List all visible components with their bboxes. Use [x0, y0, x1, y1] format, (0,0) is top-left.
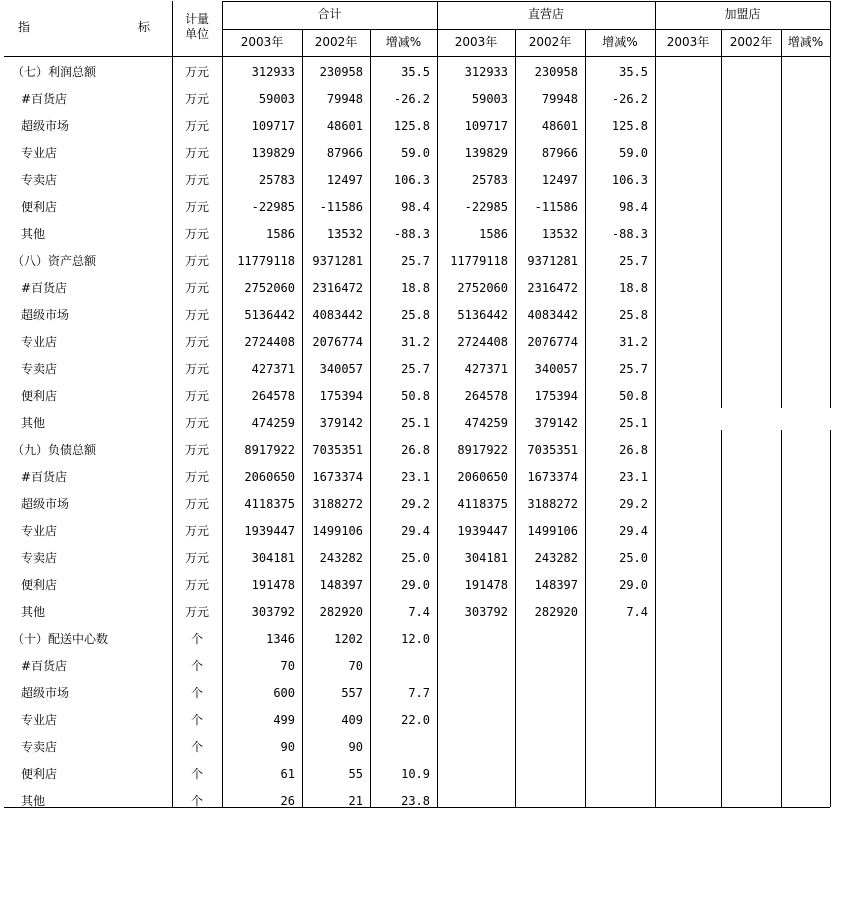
- total-value-cell: 55: [348, 767, 363, 781]
- row-unit: 个: [190, 713, 203, 727]
- row-unit: 万元: [184, 173, 209, 187]
- row-unit: 万元: [184, 281, 209, 295]
- total-value-cell: 70: [348, 659, 363, 673]
- row-unit: 万元: [184, 497, 209, 511]
- total-value-cell: 26: [280, 794, 295, 808]
- total-value-cell: 29.4: [401, 524, 430, 538]
- total-value-cell: 25.7: [401, 254, 430, 268]
- direct-value-cell: 25.7: [619, 362, 648, 376]
- row-label: 专业店: [21, 146, 58, 160]
- row-unit: 万元: [184, 119, 209, 133]
- group-header-direct: 直营店: [527, 7, 564, 21]
- total-value-cell: 26.8: [401, 443, 430, 457]
- direct-value-cell: 3188272: [527, 497, 578, 511]
- total-value-cell: 10.9: [401, 767, 430, 781]
- direct-value-cell: 304181: [464, 551, 508, 565]
- col-divider-franchise-pct-upper: [781, 29, 782, 408]
- total-value-cell: 21: [348, 794, 363, 808]
- direct-value-cell: 31.2: [619, 335, 648, 349]
- row-label: 超级市场: [21, 308, 70, 322]
- direct-value-cell: 125.8: [611, 119, 648, 133]
- row-label: （十）配送中心数: [12, 632, 109, 646]
- total-value-cell: 31.2: [401, 335, 430, 349]
- direct-value-cell: 2752060: [457, 281, 508, 295]
- total-value-cell: 427371: [251, 362, 295, 376]
- direct-value-cell: 2316472: [527, 281, 578, 295]
- total-value-cell: 175394: [319, 389, 363, 403]
- row-label: #百货店: [21, 470, 68, 484]
- total-value-cell: 379142: [319, 416, 363, 430]
- row-label: 其他: [21, 227, 46, 241]
- direct-value-cell: 5136442: [457, 308, 508, 322]
- total-value-cell: 1939447: [244, 524, 295, 538]
- direct-value-cell: 7.4: [626, 605, 648, 619]
- row-label: 其他: [21, 416, 46, 430]
- row-unit: 个: [190, 659, 203, 673]
- total-value-cell: 70: [280, 659, 295, 673]
- direct-value-cell: 2060650: [457, 470, 508, 484]
- direct-value-cell: 8917922: [457, 443, 508, 457]
- direct-value-cell: 79948: [541, 92, 578, 106]
- total-value-cell: 3188272: [312, 497, 363, 511]
- direct-value-cell: 18.8: [619, 281, 648, 295]
- row-label: 专业店: [21, 713, 58, 727]
- direct-value-cell: 25.0: [619, 551, 648, 565]
- direct-value-cell: 4118375: [457, 497, 508, 511]
- direct-value-cell: [515, 707, 578, 734]
- direct-value-cell: 2724408: [457, 335, 508, 349]
- row-unit: 万元: [184, 308, 209, 322]
- col-divider-franchise: [655, 1, 656, 807]
- direct-value-cell: [585, 653, 648, 680]
- direct-value-cell: 9371281: [527, 254, 578, 268]
- group-header-franchise: 加盟店: [724, 7, 761, 21]
- total-value-cell: 50.8: [401, 389, 430, 403]
- subheader-franchise-2: 增减%: [787, 35, 824, 49]
- total-value-cell: [370, 653, 430, 680]
- row-unit: 万元: [184, 416, 209, 430]
- total-value-cell: 59.0: [401, 146, 430, 160]
- direct-value-cell: [515, 626, 578, 653]
- total-value-cell: 18.8: [401, 281, 430, 295]
- row-unit: 个: [190, 794, 203, 808]
- total-value-cell: 109717: [251, 119, 295, 133]
- direct-value-cell: 191478: [464, 578, 508, 592]
- row-unit: 万元: [184, 92, 209, 106]
- direct-value-cell: 29.4: [619, 524, 648, 538]
- subheader-franchise-1: 2002年: [729, 35, 773, 49]
- direct-value-cell: 340057: [534, 362, 578, 376]
- total-value-cell: 2724408: [244, 335, 295, 349]
- direct-value-cell: 1673374: [527, 470, 578, 484]
- row-label: 便利店: [21, 767, 58, 781]
- group-header-total: 合计: [317, 7, 342, 21]
- total-value-cell: 8917922: [244, 443, 295, 457]
- direct-value-cell: -22985: [464, 200, 508, 214]
- total-value-cell: 23.1: [401, 470, 430, 484]
- row-label: （九）负债总额: [12, 443, 97, 457]
- direct-value-cell: [585, 680, 648, 707]
- row-label: 专卖店: [21, 173, 58, 187]
- direct-value-cell: [437, 680, 508, 707]
- total-value-cell: 7.4: [408, 605, 430, 619]
- total-value-cell: [370, 734, 430, 761]
- total-value-cell: 304181: [251, 551, 295, 565]
- row-label: 专卖店: [21, 740, 58, 754]
- direct-value-cell: 25.7: [619, 254, 648, 268]
- row-label: #百货店: [21, 92, 68, 106]
- row-unit: 万元: [184, 470, 209, 484]
- subheader-total-2: 增减%: [385, 35, 422, 49]
- subheader-direct-0: 2003年: [454, 35, 498, 49]
- total-value-cell: 90: [348, 740, 363, 754]
- total-value-cell: 29.2: [401, 497, 430, 511]
- total-value-cell: 340057: [319, 362, 363, 376]
- subheader-total-1: 2002年: [314, 35, 358, 49]
- direct-value-cell: [515, 761, 578, 788]
- unit-header-line2: 单位: [184, 27, 209, 41]
- direct-value-cell: [437, 734, 508, 761]
- total-value-cell: 90: [280, 740, 295, 754]
- direct-value-cell: [437, 788, 508, 815]
- row-unit: 万元: [184, 389, 209, 403]
- row-label: 其他: [21, 794, 46, 808]
- direct-value-cell: [585, 707, 648, 734]
- direct-value-cell: 427371: [464, 362, 508, 376]
- row-unit: 万元: [184, 254, 209, 268]
- header-bottom-rule: [4, 56, 830, 57]
- total-value-cell: -11586: [319, 200, 363, 214]
- total-value-cell: 25783: [258, 173, 295, 187]
- total-value-cell: 1499106: [312, 524, 363, 538]
- total-value-cell: 139829: [251, 146, 295, 160]
- row-label: #百货店: [21, 281, 68, 295]
- direct-value-cell: [437, 653, 508, 680]
- direct-value-cell: 26.8: [619, 443, 648, 457]
- total-value-cell: 4118375: [244, 497, 295, 511]
- direct-value-cell: 13532: [541, 227, 578, 241]
- direct-value-cell: 29.2: [619, 497, 648, 511]
- total-value-cell: 1673374: [312, 470, 363, 484]
- total-value-cell: 1346: [266, 632, 295, 646]
- direct-value-cell: -26.2: [611, 92, 648, 106]
- direct-value-cell: 25.1: [619, 416, 648, 430]
- row-unit: 万元: [184, 227, 209, 241]
- direct-value-cell: 1939447: [457, 524, 508, 538]
- direct-value-cell: 474259: [464, 416, 508, 430]
- total-value-cell: 303792: [251, 605, 295, 619]
- row-unit: 万元: [184, 335, 209, 349]
- direct-value-cell: 109717: [464, 119, 508, 133]
- direct-value-cell: 303792: [464, 605, 508, 619]
- direct-value-cell: 98.4: [619, 200, 648, 214]
- total-value-cell: 22.0: [401, 713, 430, 727]
- direct-value-cell: 25783: [471, 173, 508, 187]
- row-unit: 万元: [184, 443, 209, 457]
- total-value-cell: 557: [341, 686, 363, 700]
- direct-value-cell: [437, 761, 508, 788]
- total-value-cell: 2752060: [244, 281, 295, 295]
- unit-header-line1: 计量: [184, 12, 209, 26]
- total-value-cell: 9371281: [312, 254, 363, 268]
- direct-value-cell: 282920: [534, 605, 578, 619]
- total-value-cell: 499: [273, 713, 295, 727]
- row-unit: 万元: [184, 551, 209, 565]
- total-value-cell: 282920: [319, 605, 363, 619]
- row-label: （七）利润总额: [12, 65, 97, 79]
- direct-value-cell: 264578: [464, 389, 508, 403]
- direct-value-cell: [515, 680, 578, 707]
- row-label: 专卖店: [21, 551, 58, 565]
- total-value-cell: 2060650: [244, 470, 295, 484]
- col-divider-franchise-2002-lower: [721, 430, 722, 807]
- subheader-direct-1: 2002年: [528, 35, 572, 49]
- row-label: 其他: [21, 605, 46, 619]
- direct-value-cell: 12497: [541, 173, 578, 187]
- direct-value-cell: 23.1: [619, 470, 648, 484]
- total-value-cell: 1586: [266, 227, 295, 241]
- row-unit: 个: [190, 686, 203, 700]
- group-header-rule: [222, 29, 830, 30]
- direct-value-cell: 50.8: [619, 389, 648, 403]
- row-unit: 个: [190, 632, 203, 646]
- total-value-cell: 13532: [326, 227, 363, 241]
- total-value-cell: 11779118: [237, 254, 295, 268]
- total-value-cell: 7.7: [408, 686, 430, 700]
- row-unit: 万元: [184, 578, 209, 592]
- direct-value-cell: [585, 761, 648, 788]
- row-label: 专卖店: [21, 362, 58, 376]
- total-value-cell: 25.1: [401, 416, 430, 430]
- row-unit: 万元: [184, 524, 209, 538]
- direct-value-cell: 312933: [464, 65, 508, 79]
- row-unit: 万元: [184, 362, 209, 376]
- direct-value-cell: -11586: [534, 200, 578, 214]
- table-right-edge-lower: [830, 430, 831, 807]
- total-value-cell: 148397: [319, 578, 363, 592]
- direct-value-cell: 29.0: [619, 578, 648, 592]
- total-value-cell: 35.5: [401, 65, 430, 79]
- total-value-cell: 106.3: [393, 173, 430, 187]
- total-value-cell: 12497: [326, 173, 363, 187]
- subheader-total-0: 2003年: [240, 35, 284, 49]
- direct-value-cell: [515, 653, 578, 680]
- direct-value-cell: 7035351: [527, 443, 578, 457]
- row-label: 便利店: [21, 200, 58, 214]
- row-label: 超级市场: [21, 119, 70, 133]
- indicator-header-right: 标: [138, 20, 151, 34]
- direct-value-cell: 59.0: [619, 146, 648, 160]
- total-value-cell: -26.2: [393, 92, 430, 106]
- table-right-edge-upper: [830, 1, 831, 408]
- direct-value-cell: 243282: [534, 551, 578, 565]
- total-value-cell: 48601: [326, 119, 363, 133]
- direct-value-cell: 379142: [534, 416, 578, 430]
- direct-value-cell: 139829: [464, 146, 508, 160]
- col-divider-franchise-2002-upper: [721, 29, 722, 408]
- direct-value-cell: 35.5: [619, 65, 648, 79]
- direct-value-cell: [585, 734, 648, 761]
- row-unit: 个: [190, 767, 203, 781]
- row-label: #百货店: [21, 659, 68, 673]
- row-label: 超级市场: [21, 497, 70, 511]
- row-label: 便利店: [21, 389, 58, 403]
- direct-value-cell: [585, 788, 648, 815]
- row-unit: 个: [190, 740, 203, 754]
- direct-value-cell: 2076774: [527, 335, 578, 349]
- direct-value-cell: 1499106: [527, 524, 578, 538]
- direct-value-cell: [585, 626, 648, 653]
- direct-value-cell: 230958: [534, 65, 578, 79]
- total-value-cell: 191478: [251, 578, 295, 592]
- total-value-cell: 25.8: [401, 308, 430, 322]
- subheader-franchise-0: 2003年: [666, 35, 710, 49]
- direct-value-cell: 1586: [479, 227, 508, 241]
- total-value-cell: 230958: [319, 65, 363, 79]
- total-value-cell: 25.7: [401, 362, 430, 376]
- direct-value-cell: [515, 788, 578, 815]
- direct-value-cell: 148397: [534, 578, 578, 592]
- row-unit: 万元: [184, 146, 209, 160]
- total-value-cell: 125.8: [393, 119, 430, 133]
- total-value-cell: 23.8: [401, 794, 430, 808]
- row-label: 专业店: [21, 524, 58, 538]
- total-value-cell: 12.0: [401, 632, 430, 646]
- total-value-cell: 98.4: [401, 200, 430, 214]
- direct-value-cell: 48601: [541, 119, 578, 133]
- total-value-cell: 243282: [319, 551, 363, 565]
- direct-value-cell: 25.8: [619, 308, 648, 322]
- row-label: 超级市场: [21, 686, 70, 700]
- row-label: 专业店: [21, 335, 58, 349]
- total-value-cell: 600: [273, 686, 295, 700]
- direct-value-cell: [437, 707, 508, 734]
- total-value-cell: 409: [341, 713, 363, 727]
- subheader-direct-2: 增减%: [602, 35, 638, 49]
- total-value-cell: 312933: [251, 65, 295, 79]
- total-value-cell: 2076774: [312, 335, 363, 349]
- total-value-cell: 61: [280, 767, 295, 781]
- total-value-cell: 25.0: [401, 551, 430, 565]
- row-unit: 万元: [184, 605, 209, 619]
- total-value-cell: 29.0: [401, 578, 430, 592]
- row-label: （八）资产总额: [12, 254, 97, 268]
- indicator-header-left: 指: [18, 20, 31, 34]
- total-value-cell: -22985: [251, 200, 295, 214]
- total-value-cell: 59003: [258, 92, 295, 106]
- direct-value-cell: 106.3: [611, 173, 648, 187]
- row-unit: 万元: [184, 200, 209, 214]
- total-value-cell: 4083442: [312, 308, 363, 322]
- total-value-cell: 87966: [326, 146, 363, 160]
- direct-value-cell: -88.3: [611, 227, 648, 241]
- direct-value-cell: 4083442: [527, 308, 578, 322]
- total-value-cell: 79948: [326, 92, 363, 106]
- total-value-cell: -88.3: [393, 227, 430, 241]
- total-value-cell: 264578: [251, 389, 295, 403]
- direct-value-cell: 59003: [471, 92, 508, 106]
- direct-value-cell: 175394: [534, 389, 578, 403]
- direct-value-cell: [515, 734, 578, 761]
- direct-value-cell: [437, 626, 508, 653]
- total-value-cell: 474259: [251, 416, 295, 430]
- direct-value-cell: 11779118: [450, 254, 508, 268]
- col-divider-franchise-pct-lower: [781, 430, 782, 807]
- top-rule: [222, 1, 830, 2]
- direct-value-cell: 87966: [541, 146, 578, 160]
- total-value-cell: 2316472: [312, 281, 363, 295]
- total-value-cell: 5136442: [244, 308, 295, 322]
- row-unit: 万元: [184, 65, 209, 79]
- total-value-cell: 7035351: [312, 443, 363, 457]
- row-label: 便利店: [21, 578, 58, 592]
- total-value-cell: 1202: [334, 632, 363, 646]
